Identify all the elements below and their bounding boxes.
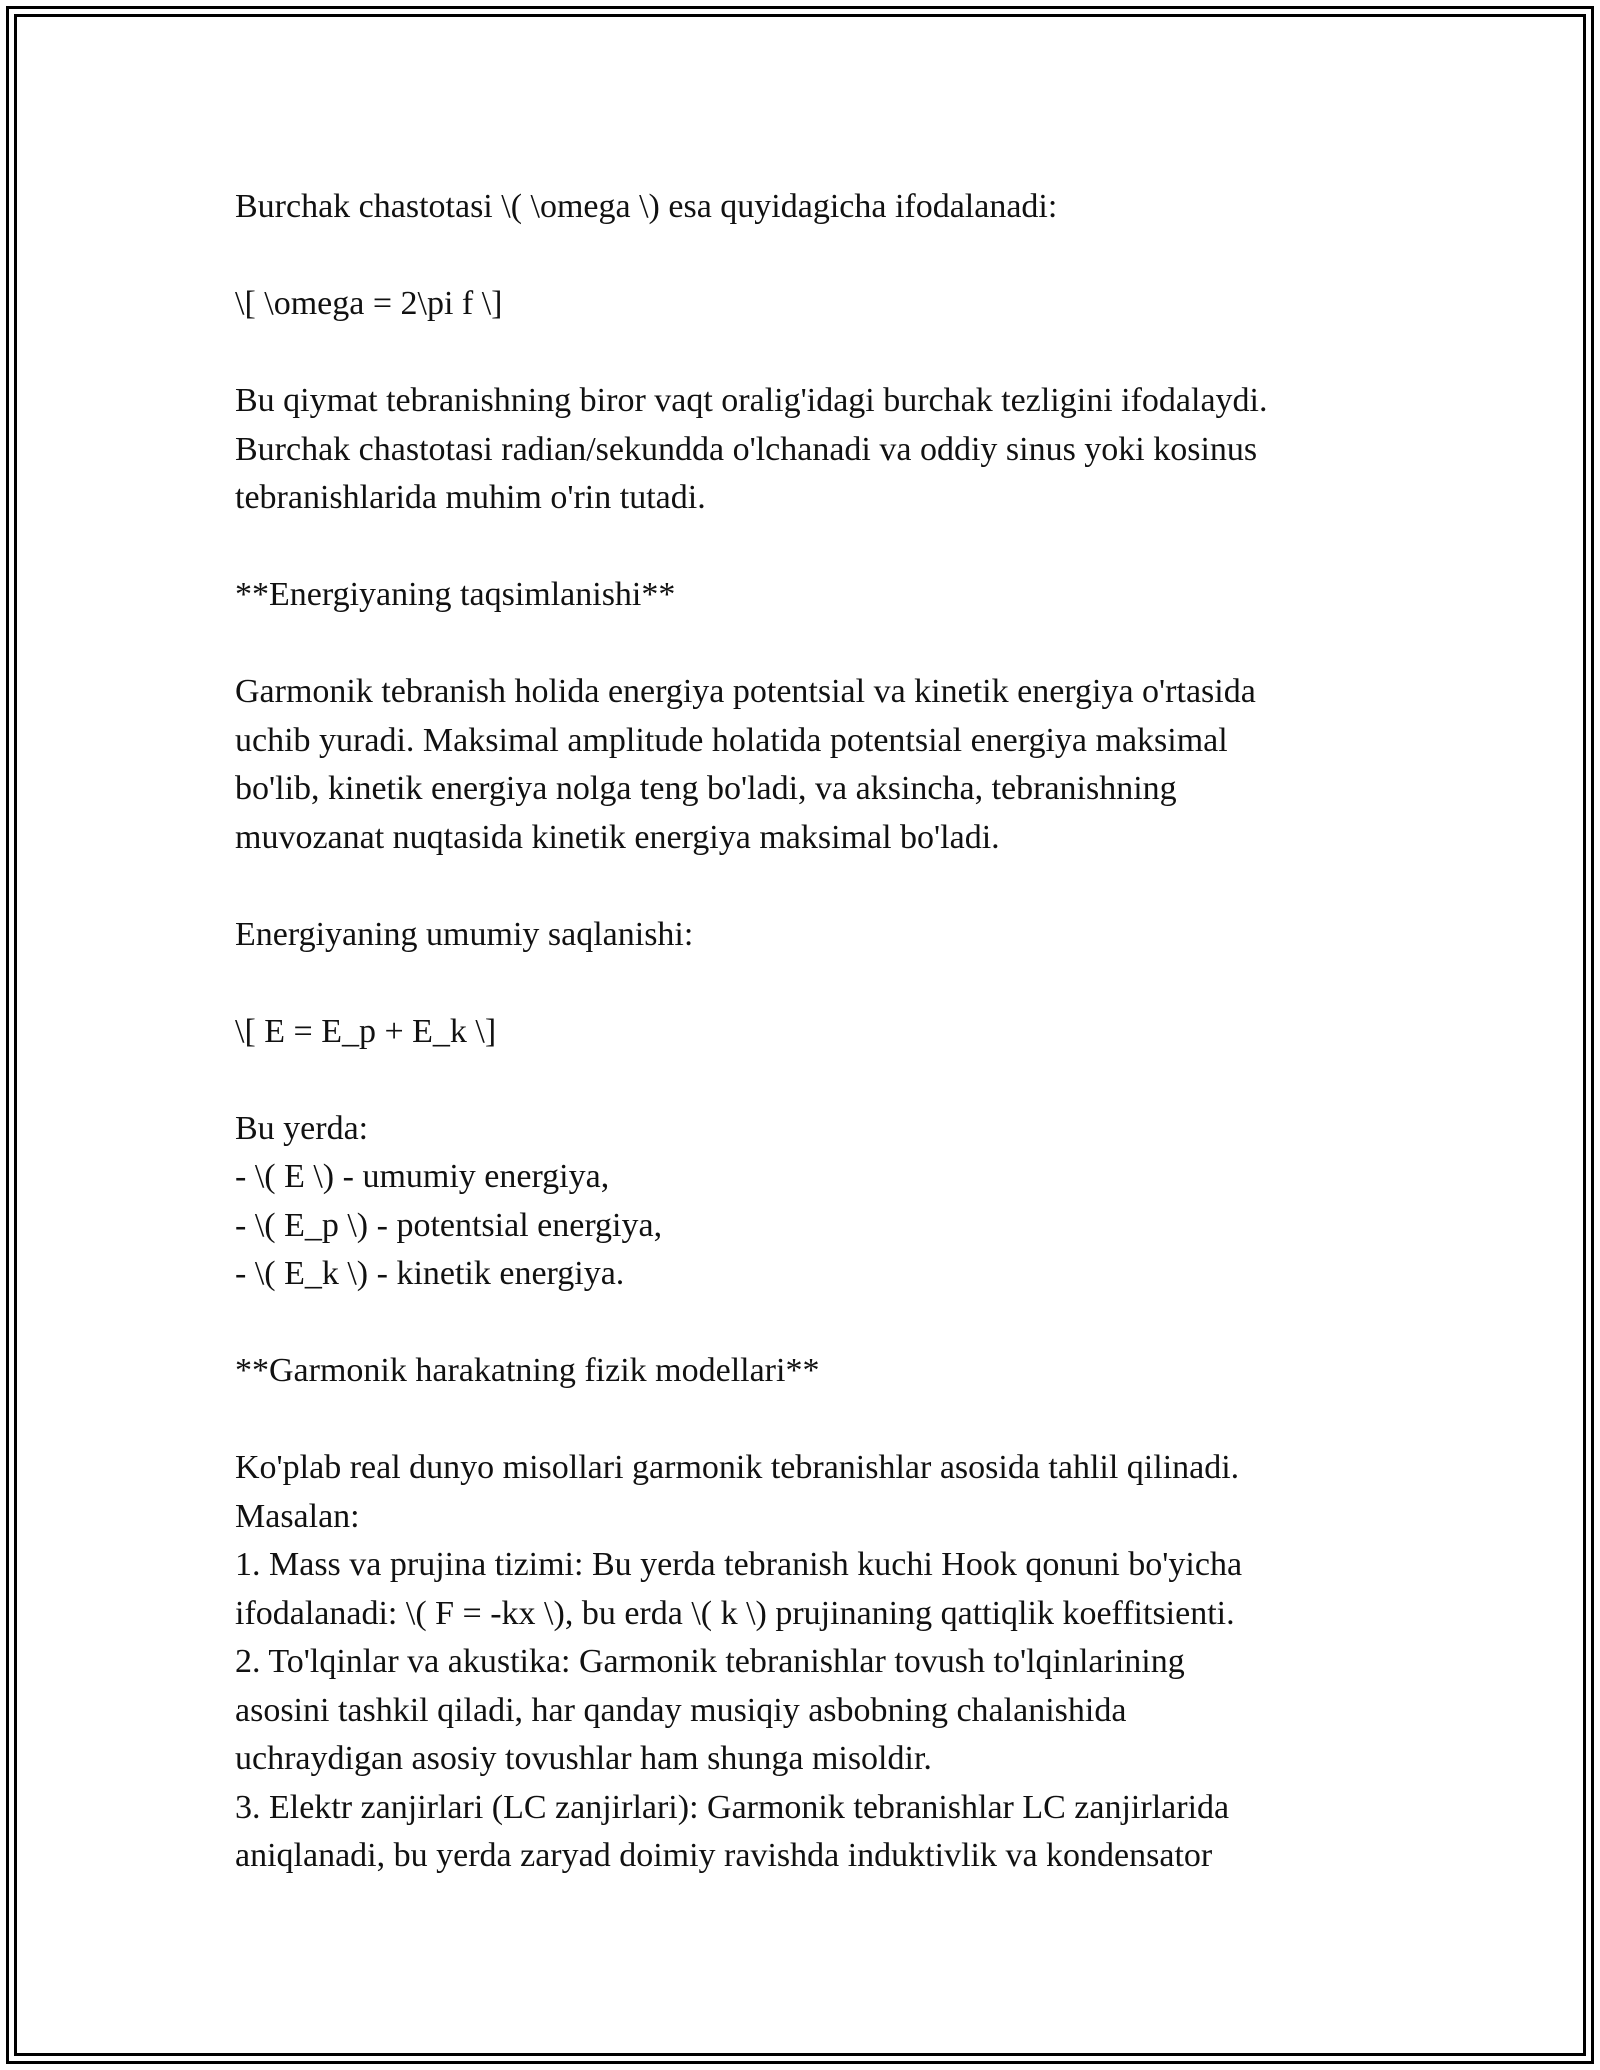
paragraph-gap <box>235 523 1385 572</box>
list-item: 3. Elektr zanjirlari (LC zanjirlari): Garmonik tebranishlar LC zanjirlarida <box>235 1788 1230 1826</box>
list-item: - \( E_p \) - potentsial energiya, <box>235 1206 663 1244</box>
document-body <box>235 183 1385 1881</box>
text-line: Bu qiymat tebranishning biror vaqt oralig'idagi burchak tezligini ifodalaydi. <box>235 382 1268 419</box>
paragraph-gap <box>235 620 1385 669</box>
paragraph-gap <box>235 232 1385 281</box>
list-item: 1. Mass va prujina tizimi: Bu yerda tebranish kuchi Hook qonuni bo'yicha <box>235 1546 1243 1583</box>
text-line: uchib yuradi. Maksimal amplitude holatida potentsial energiya maksimal <box>235 721 1228 759</box>
paragraph-physical-models <box>235 1444 1385 1881</box>
paragraph-gap <box>235 1056 1385 1105</box>
paragraph-omega-explanation <box>235 377 1385 523</box>
paragraph-omega-intro <box>235 183 1385 232</box>
text-line: tebranishlarida muhim o'rin tutadi. <box>235 479 706 516</box>
list-energy-terms <box>235 1105 1385 1299</box>
paragraph-gap <box>235 1396 1385 1445</box>
text-line: Burchak chastotasi \( \omega \) esa quyidagicha ifodalanadi: <box>235 188 1058 225</box>
text-line: Burchak chastotasi radian/sekundda o'lchanadi va oddiy sinus yoki kosinus <box>235 430 1258 468</box>
paragraph-gap <box>235 959 1385 1008</box>
text-line: aniqlanadi, bu yerda zaryad doimiy ravishda induktivlik va kondensator <box>235 1837 1213 1874</box>
paragraph-energy-conservation-intro <box>235 911 1385 960</box>
text-line: uchraydigan asosiy tovushlar ham shunga misoldir. <box>235 1740 932 1777</box>
text-line: Bu yerda: <box>235 1109 369 1147</box>
text-line: Ko'plab real dunyo misollari garmonik tebranishlar asosida tahlil qilinadi. <box>235 1449 1240 1486</box>
list-item: - \( E_k \) - kinetik energiya. <box>235 1255 625 1292</box>
formula-omega <box>235 280 1385 329</box>
paragraph-energy-distribution <box>235 668 1385 862</box>
text-line: \[ E = E_p + E_k \] <box>235 1012 497 1050</box>
text-line: Energiyaning umumiy saqlanishi: <box>235 915 694 953</box>
text-line: asosini tashkil qiladi, har qanday musiqiy asbobning chalanishida <box>235 1691 1127 1729</box>
list-item: 2. To'lqinlar va akustika: Garmonik tebranishlar tovush to'lqinlarining <box>235 1643 1185 1680</box>
paragraph-gap <box>235 329 1385 378</box>
section-heading-physical-models <box>235 1347 1385 1396</box>
text-line: Masalan: <box>235 1497 360 1535</box>
paragraph-gap <box>235 1299 1385 1348</box>
text-line: Garmonik tebranish holida energiya potentsial va kinetik energiya o'rtasida <box>235 673 1256 710</box>
text-line: ifodalanadi: \( F = -kx \), bu erda \( k \) prujinaning qattiqlik koeffitsienti. <box>235 1594 1235 1632</box>
formula-energy <box>235 1008 1385 1057</box>
paragraph-gap <box>235 862 1385 911</box>
section-heading-energy <box>235 571 1385 620</box>
text-line: \[ \omega = 2\pi f \] <box>235 285 503 322</box>
text-line: muvozanat nuqtasida kinetik energiya maksimal bo'ladi. <box>235 818 1000 856</box>
list-item: - \( E \) - umumiy energiya, <box>235 1158 610 1195</box>
text-line: **Energiyaning taqsimlanishi** <box>235 576 676 613</box>
text-line: **Garmonik harakatning fizik modellari** <box>235 1352 820 1389</box>
text-line: bo'lib, kinetik energiya nolga teng bo'ladi, va aksincha, tebranishning <box>235 770 1177 807</box>
